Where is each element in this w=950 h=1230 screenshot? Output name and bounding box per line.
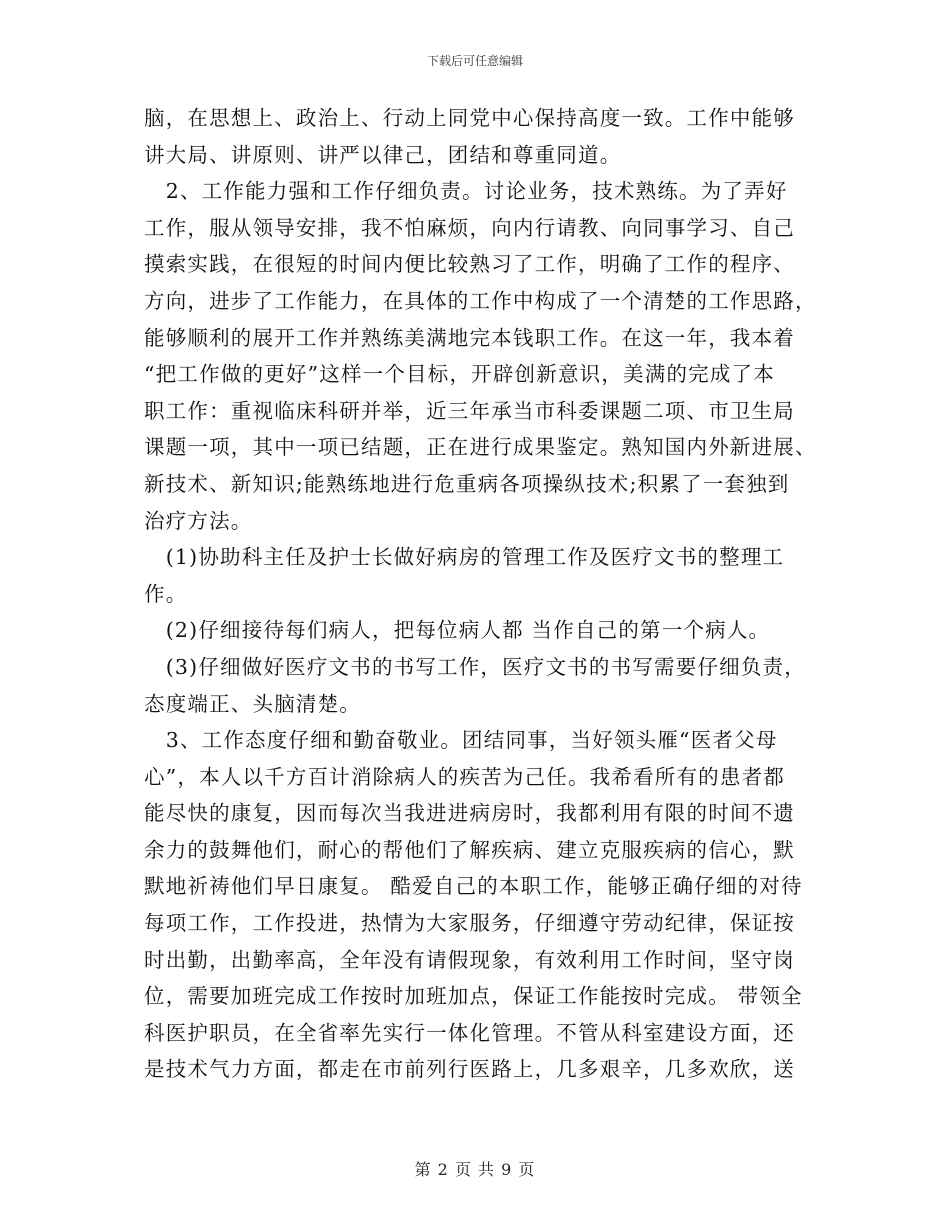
body-line: 脑，在思想上、政治上、行动上同党中心保持高度一致。工作中能够	[144, 106, 795, 130]
body-line: 余力的鼓舞他们，耐心的帮他们了解疾病、建立克服疾病的信心，默	[144, 837, 795, 862]
body-line: 心”，本人以千方百计消除病人的疾苦为己任。我希看所有的患者都	[144, 764, 785, 789]
body-line: 2、工作能力强和工作仔细负责。讨论业务，技术熟练。为了弄好	[144, 179, 788, 204]
body-line: 方向，进步了工作能力，在具体的工作中构成了一个清楚的工作思路，	[144, 288, 817, 313]
body-line: 治疗方法。	[144, 508, 253, 533]
body-line: 作。	[144, 581, 188, 606]
body-line: 能尽快的康复，因而每次当我进进病房时，我都利用有限的时间不遗	[144, 801, 795, 826]
body-line: 时出勤，出勤率高，全年没有请假现象，有效利用工作时间，坚守岗	[144, 947, 795, 972]
body-line: 职工作：重视临床科研并举，近三年承当市科委课题二项、市卫生局	[144, 398, 795, 423]
body-line: 是技术气力方面，都走在市前列行医路上，几多艰辛，几多欢欣，送	[144, 1057, 795, 1082]
body-line: 能够顺利的展开工作并熟练美满地完本钱职工作。在这一年，我本着	[144, 325, 795, 350]
body-line: 讲大局、讲原则、讲严以律己，团结和尊重同道。	[144, 142, 622, 167]
body-line: “把工作做的更好”这样一个目标，开辟创新意识，美满的完成了本	[144, 362, 775, 387]
body-line: 工作，服从领导安排，我不怕麻烦，向内行请教、向同事学习、自己	[144, 215, 795, 240]
page-header-note: 下载后可任意编辑	[426, 54, 523, 68]
body-line: 课题一项，其中一项已结题，正在进行成果鉴定。熟知国内外新进展、	[144, 435, 817, 460]
body-line: (2)仔细接待每们病人，把每位病人都 当作自己的第一个病人。	[144, 618, 771, 643]
body-line: 每项工作，工作投进，热情为大家服务，仔细遵守劳动纪律，保证按	[144, 911, 795, 936]
body-line: 态度端正、头脑清楚。	[144, 691, 361, 716]
document-body	[144, 100, 824, 1088]
body-line: 位，需要加班完成工作按时加班加点，保证工作能按时完成。 带领全	[144, 984, 803, 1009]
body-line: (1)协助科主任及护士长做好病房的管理工作及医疗文书的整理工	[144, 545, 785, 570]
body-line: 科医护职员，在全省率先实行一体化管理。不管从科室建设方面，还	[144, 1020, 795, 1045]
body-line: 3、工作态度仔细和勤奋敬业。团结同事，当好领头雁“医者父母	[144, 728, 778, 753]
body-line: 默地祈祷他们早日康复。 酷爱自己的本职工作，能够正确仔细的对待	[144, 874, 803, 899]
body-line: (3)仔细做好医疗文书的书写工作，医疗文书的书写需要仔细负责，	[144, 654, 806, 679]
body-line: 新技术、新知识;能熟练地进行危重病各项操纵技术;积累了一套独到	[144, 471, 790, 496]
page-number: 第 2 页 共 9 页	[414, 1160, 536, 1179]
body-line: 摸索实践，在很短的时间内便比较熟习了工作，明确了工作的程序、	[144, 252, 795, 277]
